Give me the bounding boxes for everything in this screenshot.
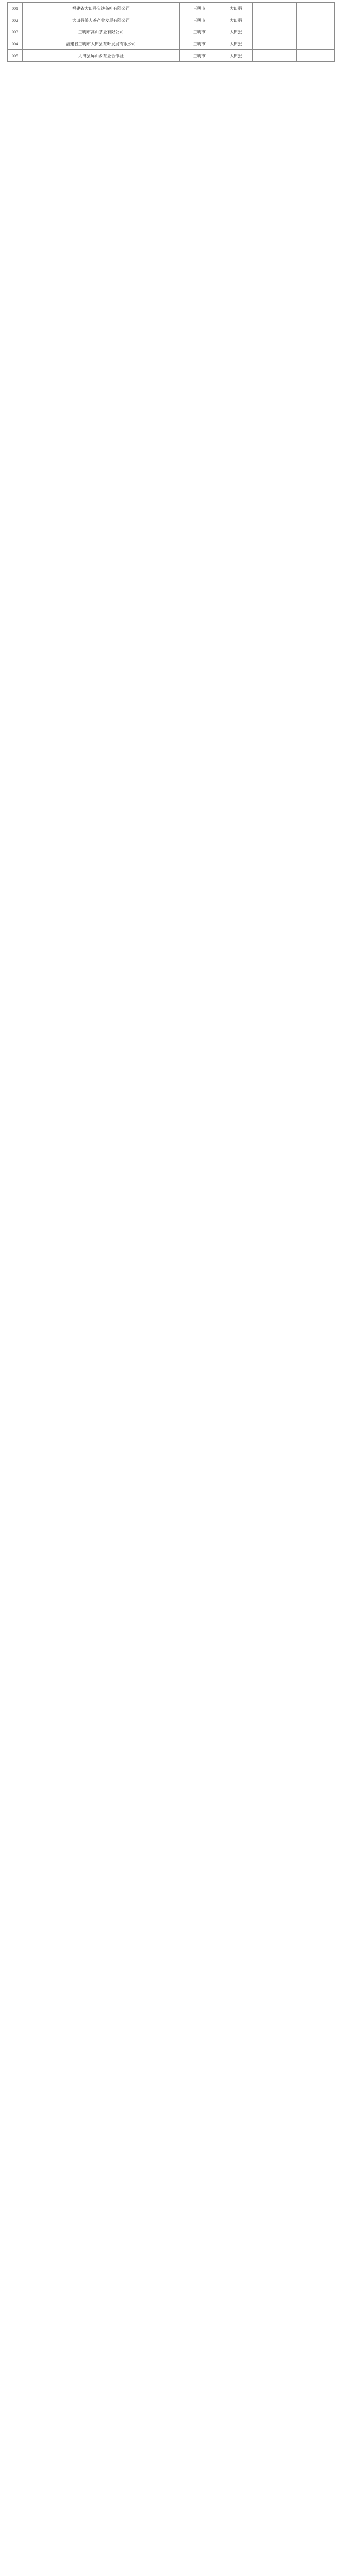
city-cell: 三明市	[180, 3, 219, 14]
city-cell: 三明市	[180, 26, 219, 38]
company-name: 大田县屏山乡茶业合作社	[23, 50, 180, 62]
table-row	[8, 26, 335, 38]
area-cell	[253, 26, 297, 38]
table-row	[8, 38, 335, 50]
table-body	[8, 3, 335, 62]
row-number: 001	[8, 3, 23, 14]
area-cell	[253, 38, 297, 50]
company-name: 三明市高山茶业有限公司	[23, 26, 180, 38]
type-cell	[297, 26, 335, 38]
type-cell	[297, 38, 335, 50]
city-cell: 三明市	[180, 14, 219, 26]
type-cell	[297, 50, 335, 62]
district-cell: 大田县	[219, 14, 253, 26]
table-row	[8, 3, 335, 14]
city-cell: 三明市	[180, 50, 219, 62]
city-cell: 三明市	[180, 38, 219, 50]
area-cell	[253, 50, 297, 62]
enterprise-list-table	[7, 2, 335, 62]
area-cell	[253, 14, 297, 26]
table-row	[8, 50, 335, 62]
type-cell	[297, 3, 335, 14]
district-cell: 大田县	[219, 26, 253, 38]
company-name: 大田县美人茶产业发展有限公司	[23, 14, 180, 26]
row-number: 004	[8, 38, 23, 50]
table-row	[8, 14, 335, 26]
district-cell: 大田县	[219, 3, 253, 14]
type-cell	[297, 14, 335, 26]
row-number: 002	[8, 14, 23, 26]
district-cell: 大田县	[219, 50, 253, 62]
row-number: 003	[8, 26, 23, 38]
row-number: 005	[8, 50, 23, 62]
company-name: 福建省三明市大田县茶叶发展有限公司	[23, 38, 180, 50]
document-table-container	[7, 2, 335, 62]
district-cell: 大田县	[219, 38, 253, 50]
company-name: 福建省大田县宝达茶叶有限公司	[23, 3, 180, 14]
area-cell	[253, 3, 297, 14]
